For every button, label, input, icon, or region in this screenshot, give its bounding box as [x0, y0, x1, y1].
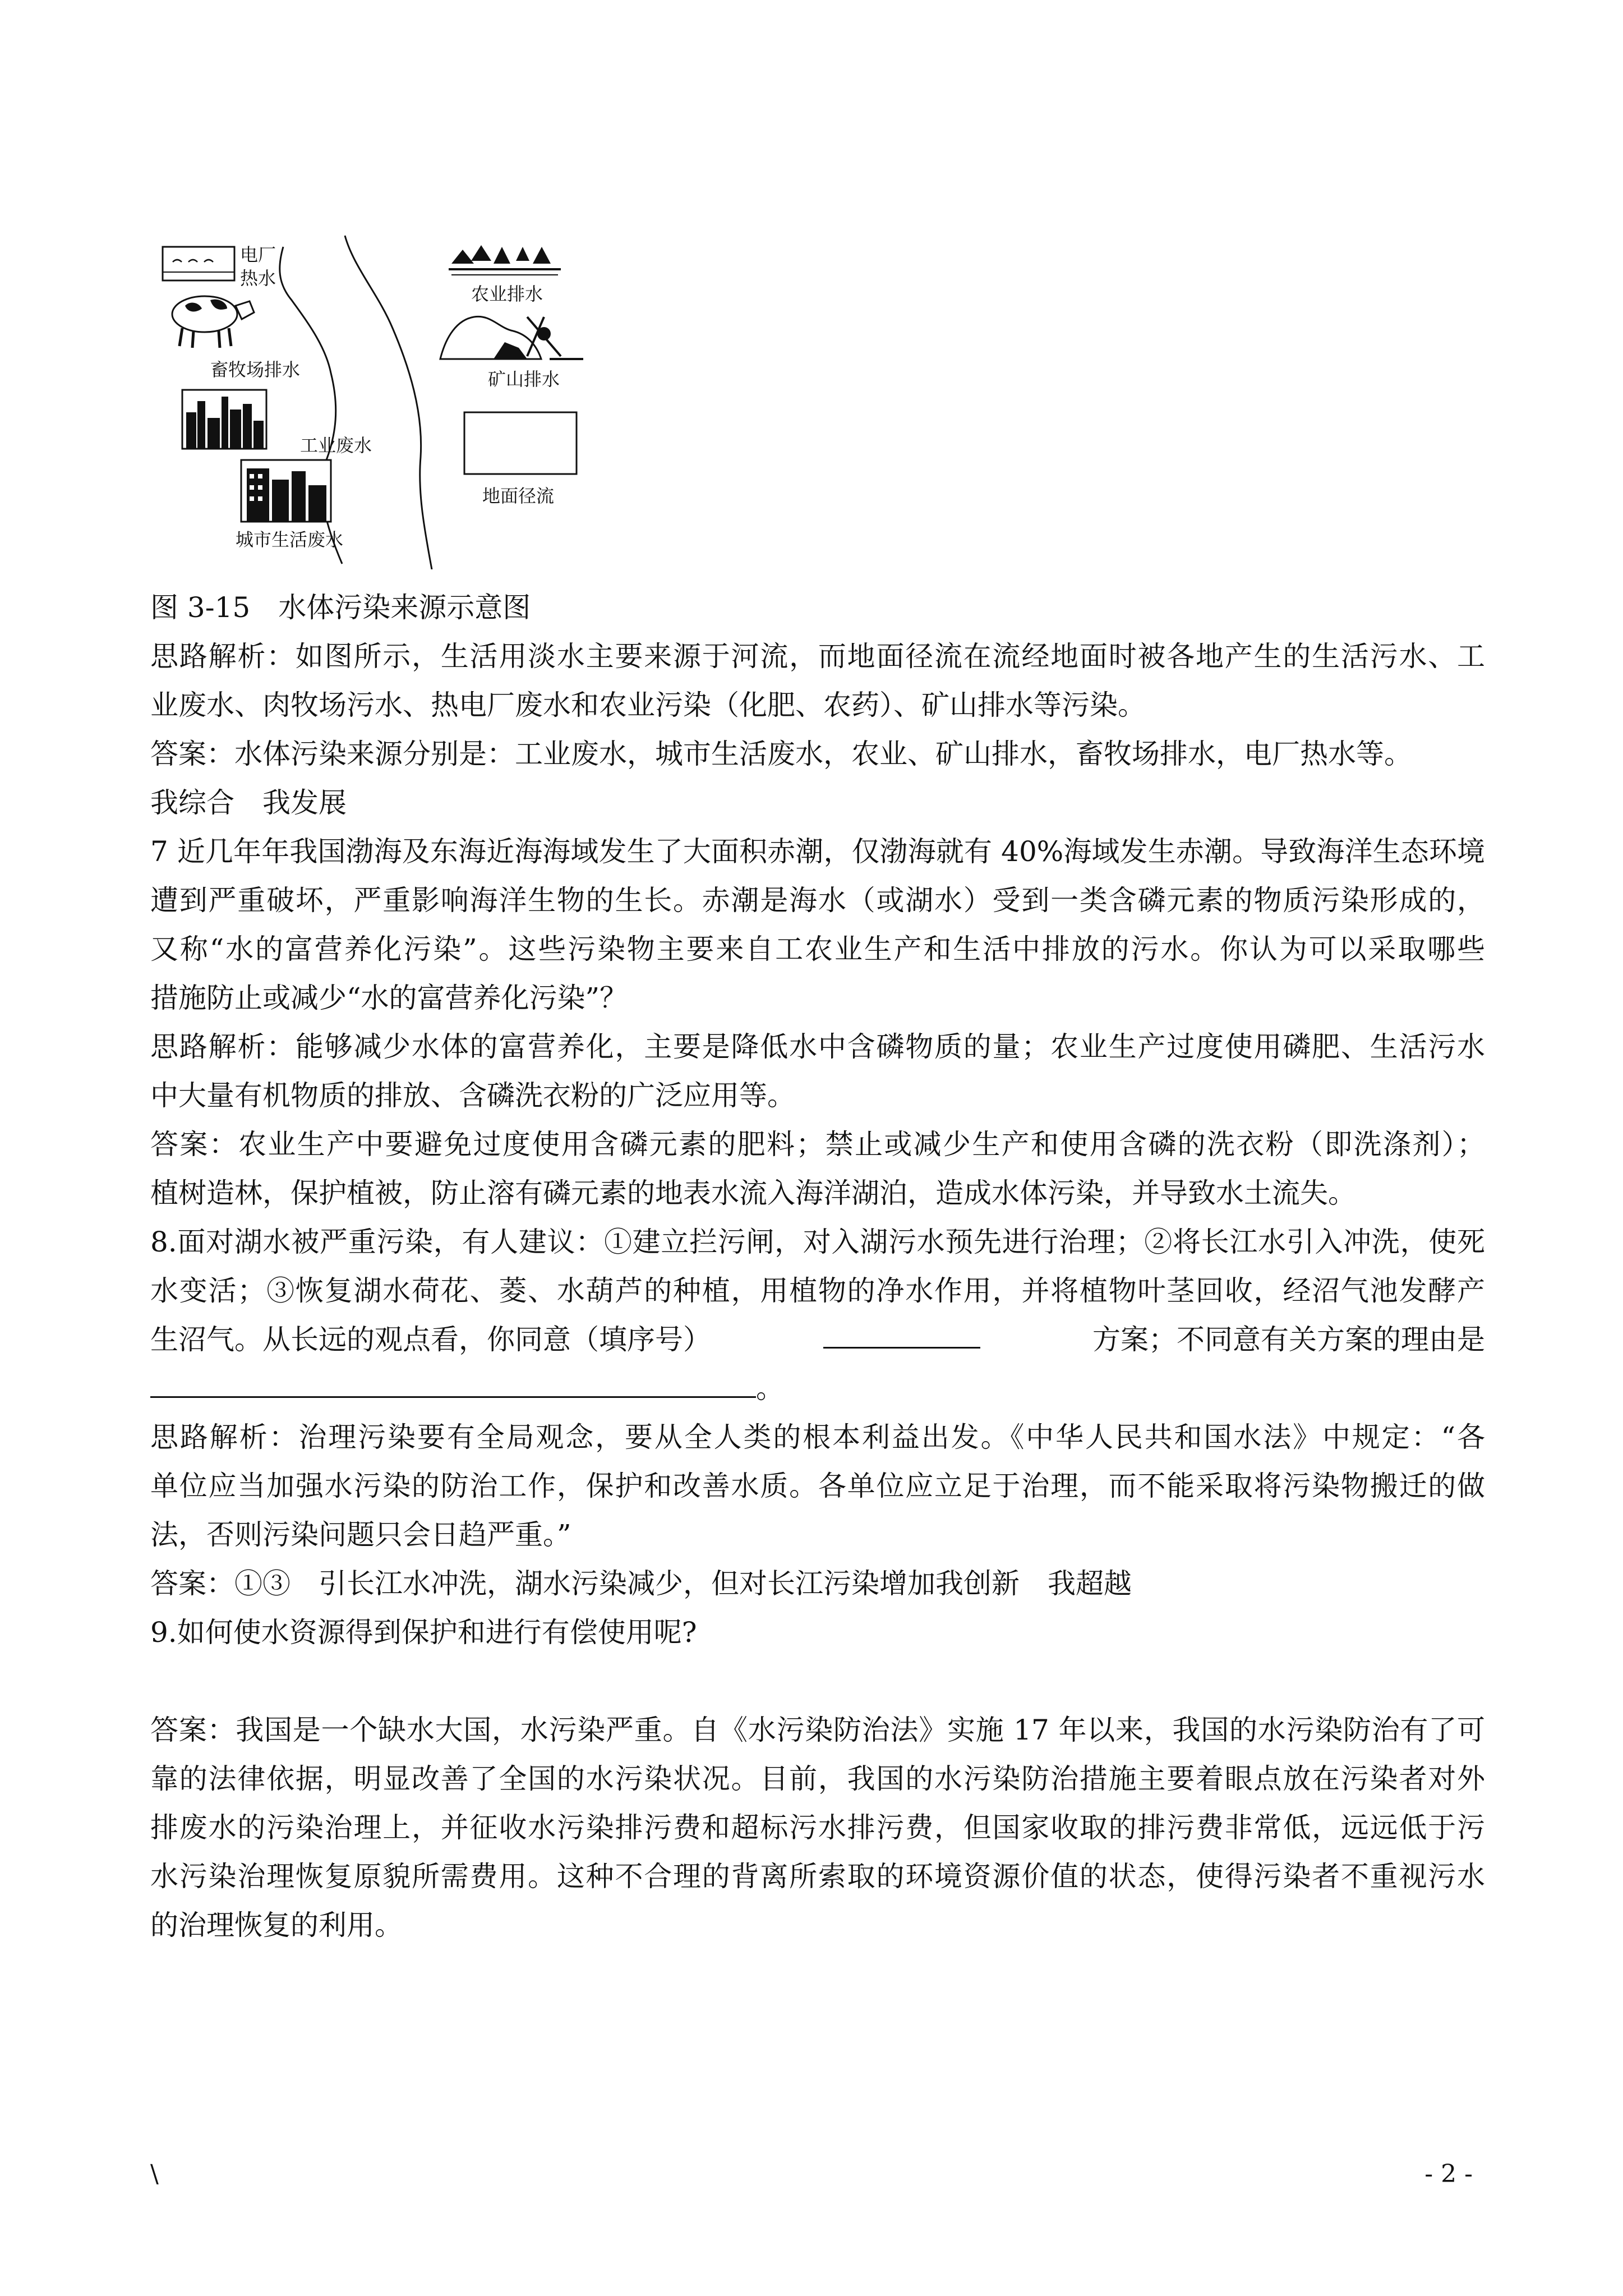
power-plant-label: 电厂	[240, 244, 276, 265]
text-line: 业废水、肉牧场污水、热电厂废水和农业污染（化肥、农药）、矿山排水等污染。	[150, 689, 1146, 721]
text-line: 措施防止或减少“水的富营养化污染”？	[150, 982, 628, 1014]
fill-in-line-2	[150, 1364, 1485, 1413]
text-line: 答案：水体污染来源分别是：工业废水，城市生活废水，农业、矿山排水，畜牧场排水，电厂热水等。	[150, 738, 1412, 770]
text-line: 又称“水的富营养化污染”。这些污染物主要来自工农业生产和生活中排放的污水。你认为可以采取哪些	[150, 933, 1485, 965]
text-line: 答案：农业生产中要避免过度使用含磷元素的肥料；禁止或减少生产和使用含磷的洗衣粉（即洗涤剂）；	[150, 1128, 1485, 1161]
hot-water-label: 热水	[240, 268, 276, 289]
urban-label: 城市生活废水	[236, 529, 344, 550]
fill-in-line	[150, 1315, 1485, 1364]
agricultural-label: 农业排水	[471, 283, 543, 305]
text-line: 靠的法律依据，明显改善了全国的水污染状况。目前，我国的水污染防治措施主要着眼点放在污染者对外	[150, 1763, 1485, 1795]
factory-icon	[182, 390, 266, 449]
figure-svg	[157, 222, 639, 569]
text-line: 思路解析：能够减少水体的富营养化，主要是降低水中含磷物质的量；农业生产过度使用磷肥、生活污水	[150, 1030, 1485, 1063]
city-buildings-icon	[241, 460, 331, 522]
text-line: 思路解析：治理污染要有全局观念，要从全人类的根本利益出发。《中华人民共和国水法》中规定：“各	[150, 1421, 1485, 1453]
text-line: 8.面对湖水被严重污染，有人建议：①建立拦污闸，对入湖污水预先进行治理；②将长江水引入冲洗，使死	[150, 1226, 1485, 1258]
text-line: 答案：我国是一个缺水大国，水污染严重。自《水污染防治法》实施 17 年以来，我国的水污染防治有了可	[150, 1714, 1485, 1746]
text-line: 水污染治理恢复原貌所需费用。这种不合理的背离所索取的环境资源价值的状态，使得污染者不重视污水	[150, 1860, 1485, 1893]
river-right-bank	[345, 236, 432, 569]
text-line: 中大量有机物质的排放、含磷洗衣粉的广泛应用等。	[150, 1079, 795, 1112]
spacer	[150, 1657, 1485, 1706]
text-line: 植树造林，保护植被，防止溶有磷元素的地表水流入海洋湖泊，造成水体污染，并导致水土流失。	[150, 1177, 1356, 1209]
text-line: 水变活；③恢复湖水荷花、菱、水葫芦的种植，用植物的净水作用，并将植物叶茎回收，经沼气池发酵产	[150, 1274, 1485, 1307]
text-line: 9.如何使水资源得到保护和进行有偿使用呢?	[150, 1616, 697, 1649]
text-block	[150, 583, 1485, 1950]
water-pollution-sources-figure	[157, 222, 639, 569]
figure-caption: 图 3-15 水体污染来源示意图	[150, 591, 531, 624]
answer-blank-2[interactable]	[150, 1365, 756, 1398]
text-line: 答案：①③ 引长江水冲洗，湖水污染减少，但对长江污染增加我创新 我超越	[150, 1567, 1132, 1600]
text-line: 的治理恢复的利用。	[150, 1909, 403, 1941]
fill-in-middle: 方案；不同意有关方案的理由是	[1092, 1323, 1485, 1356]
fill-in-end: 。	[756, 1372, 784, 1405]
footer-mark: \	[150, 2160, 159, 2188]
power-plant-icon	[163, 247, 234, 280]
section-heading: 我综合 我发展	[150, 786, 347, 819]
text-line: 排废水的污染治理上，并征收水污染排污费和超标污水排污费，但国家收取的排污费非常低，远远低于污	[150, 1811, 1485, 1844]
text-line: 单位应当加强水污染的防治工作，保护和改善水质。各单位应立足于治理，而不能采取将污染物搬迁的做	[150, 1470, 1485, 1502]
mine-label: 矿山排水	[488, 369, 560, 390]
crops-icon	[449, 245, 561, 275]
text-line: 遭到严重破坏，严重影响海洋生物的生长。赤潮是海水（或湖水）受到一类含磷元素的物质污染形成的，	[150, 884, 1485, 917]
runoff-box	[464, 412, 577, 474]
mine-icon	[440, 316, 583, 359]
text-line: 思路解析：如图所示，生活用淡水主要来源于河流，而地面径流在流经地面时被各地产生的生活污水、工	[150, 640, 1485, 673]
page-number: - 2 -	[1424, 2160, 1473, 2188]
fill-in-before: 生沼气。从长远的观点看，你同意（填序号）	[150, 1323, 711, 1356]
industrial-label: 工业废水	[300, 435, 372, 456]
answer-blank-1[interactable]	[823, 1315, 980, 1349]
text-line: 法，否则污染问题只会日趋严重。”	[150, 1519, 571, 1551]
cow-icon	[172, 296, 254, 348]
runoff-label: 地面径流	[482, 485, 555, 507]
text-line: 7 近几年年我国渤海及东海近海海域发生了大面积赤潮，仅渤海就有 40%海域发生赤潮。导致海洋生态环境	[150, 835, 1485, 868]
livestock-label: 畜牧场排水	[210, 359, 301, 380]
